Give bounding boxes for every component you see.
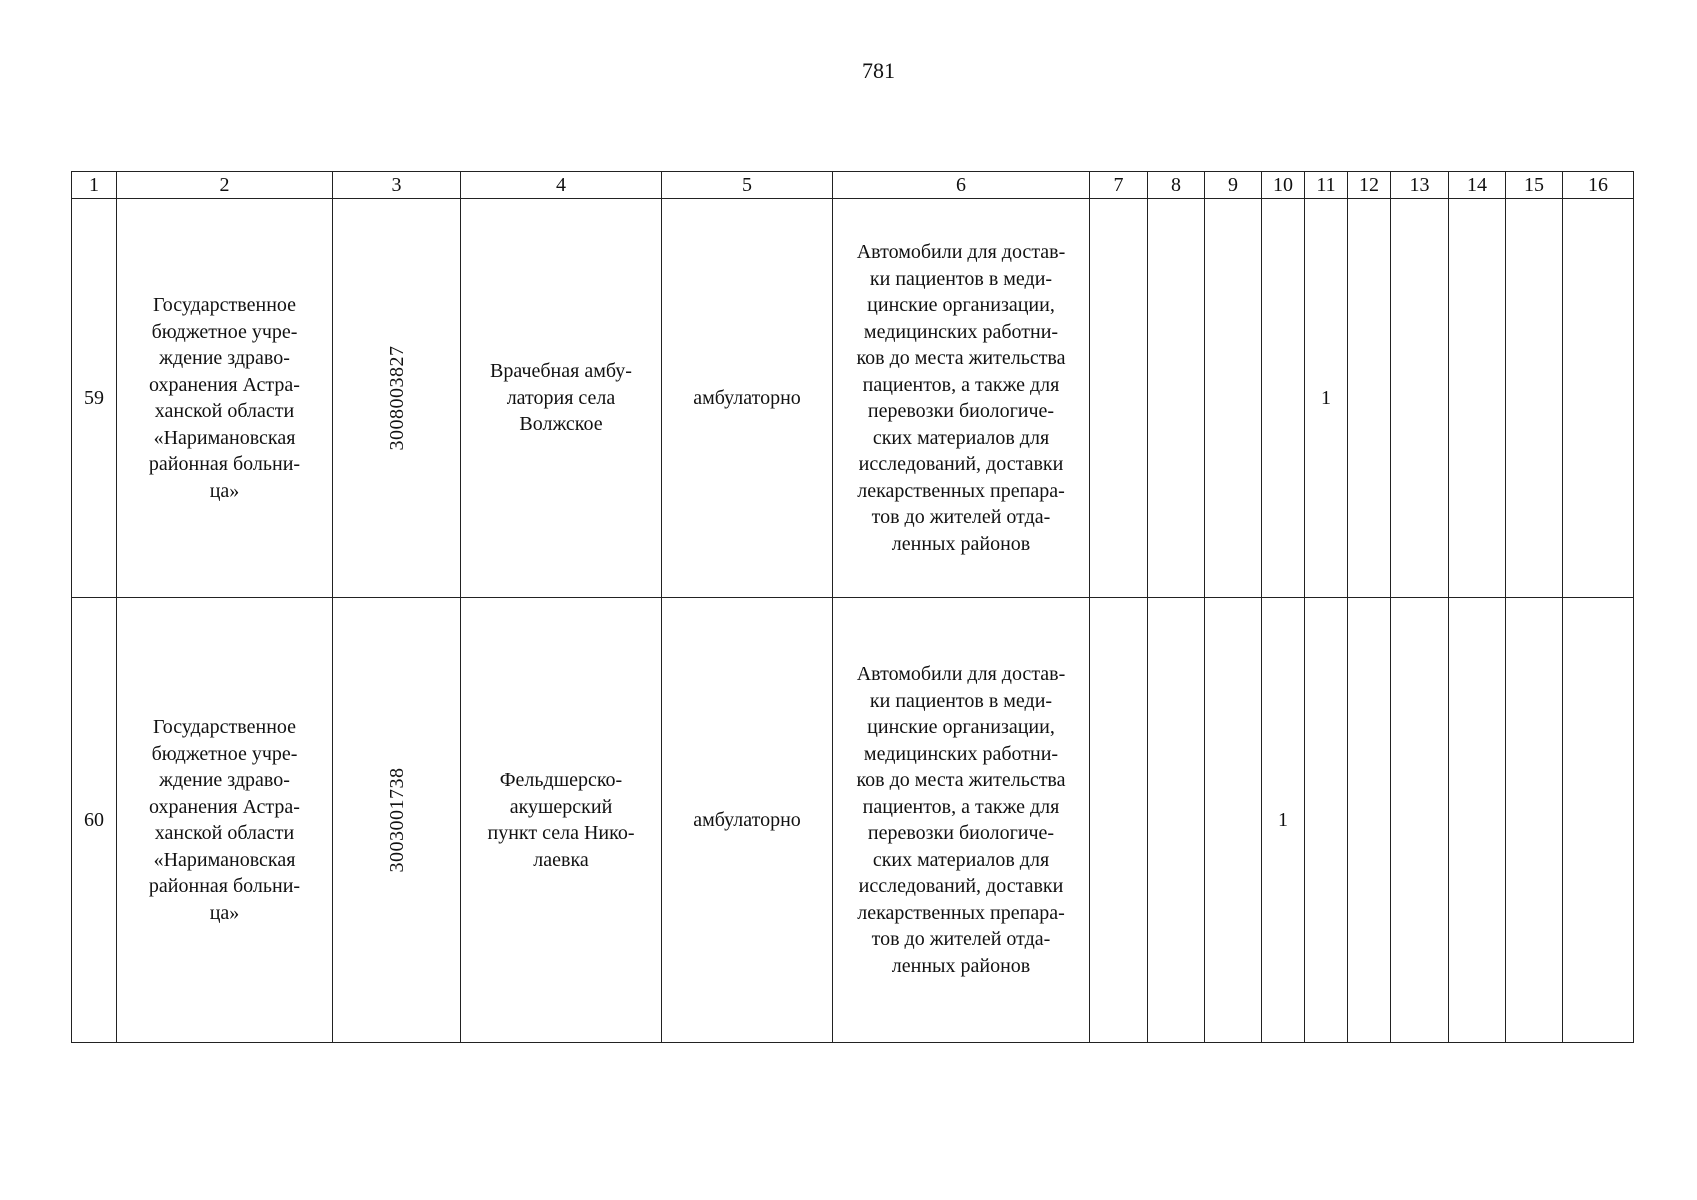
value-cell-9 (1205, 598, 1262, 1043)
purpose-text: Автомобили для достав- ки пациентов в меди- цинские организации, медицинских работни- ков до места жительства пациентов, а также для перевозки биологиче- ских материалов для исследований, доставки лекарственных препара- тов до жителей отда- ленных районов (856, 663, 1066, 977)
code-cell (333, 598, 461, 1043)
organization-text: Государственное бюджетное учре- ждение здраво- охранения Астра- ханской области «Наримановская районная больни- ца» (148, 716, 301, 924)
value-cell-7 (1090, 199, 1148, 598)
code-cell (333, 199, 461, 598)
column-number-cell: 15 (1506, 172, 1563, 199)
row-number-cell: 59 (72, 199, 117, 598)
value-cell-15 (1506, 598, 1563, 1043)
column-number-cell: 3 (333, 172, 461, 199)
value-cell-11 (1305, 598, 1348, 1043)
code-text: 3003001738 (385, 767, 408, 873)
value-cell-14 (1449, 598, 1506, 1043)
column-number-cell: 10 (1262, 172, 1305, 199)
value-cell-16 (1563, 199, 1634, 598)
unit-cell (461, 199, 662, 598)
care-type-text: амбулаторно (693, 386, 801, 409)
value-cell-15 (1506, 199, 1563, 598)
register-table (71, 171, 1634, 1043)
column-number-cell: 11 (1305, 172, 1348, 199)
unit-cell (461, 598, 662, 1043)
column-number-row (72, 172, 1634, 199)
column-number-cell: 13 (1391, 172, 1449, 199)
column-number-cell: 6 (833, 172, 1090, 199)
purpose-cell (833, 598, 1090, 1043)
table-row (72, 598, 1634, 1043)
column-number-cell: 16 (1563, 172, 1634, 199)
value-cell-12 (1348, 199, 1391, 598)
column-number-cell: 8 (1148, 172, 1205, 199)
value-cell-8 (1148, 598, 1205, 1043)
column-number-cell: 12 (1348, 172, 1391, 199)
purpose-cell (833, 199, 1090, 598)
value-cell-10: 1 (1262, 598, 1305, 1043)
column-number-cell: 1 (72, 172, 117, 199)
column-number-cell: 2 (117, 172, 333, 199)
value-cell-16 (1563, 598, 1634, 1043)
value-cell-13 (1391, 598, 1449, 1043)
purpose-text: Автомобили для достав- ки пациентов в меди- цинские организации, медицинских работни- ков до места жительства пациентов, а также для перевозки биологиче- ских материалов для исследований, доставки лекарственных препара- тов до жителей отда- ленных районов (856, 241, 1066, 555)
column-number-cell: 7 (1090, 172, 1148, 199)
value-cell-11: 1 (1305, 199, 1348, 598)
value-cell-12 (1348, 598, 1391, 1043)
value-cell-10 (1262, 199, 1305, 598)
row-number-cell: 60 (72, 598, 117, 1043)
value-cell-9 (1205, 199, 1262, 598)
value-cell-14 (1449, 199, 1506, 598)
column-number-cell: 4 (461, 172, 662, 199)
column-number-cell: 9 (1205, 172, 1262, 199)
unit-text: Фельдшерско- акушерский пункт села Нико- лаевка (487, 769, 635, 871)
care-type-cell (662, 598, 833, 1043)
unit-text: Врачебная амбу- латория села Волжское (490, 360, 632, 436)
column-number-cell: 14 (1449, 172, 1506, 199)
table-row (72, 199, 1634, 598)
value-cell-7 (1090, 598, 1148, 1043)
code-text: 3008003827 (385, 345, 408, 451)
page-number: 781 (862, 58, 895, 83)
organization-text: Государственное бюджетное учре- ждение здраво- охранения Астра- ханской области «Наримановская районная больни- ца» (148, 294, 301, 502)
care-type-text: амбулаторно (693, 808, 801, 831)
value-cell-8 (1148, 199, 1205, 598)
value-cell-13 (1391, 199, 1449, 598)
organization-cell (117, 199, 333, 598)
column-number-cell: 5 (662, 172, 833, 199)
care-type-cell (662, 199, 833, 598)
organization-cell (117, 598, 333, 1043)
